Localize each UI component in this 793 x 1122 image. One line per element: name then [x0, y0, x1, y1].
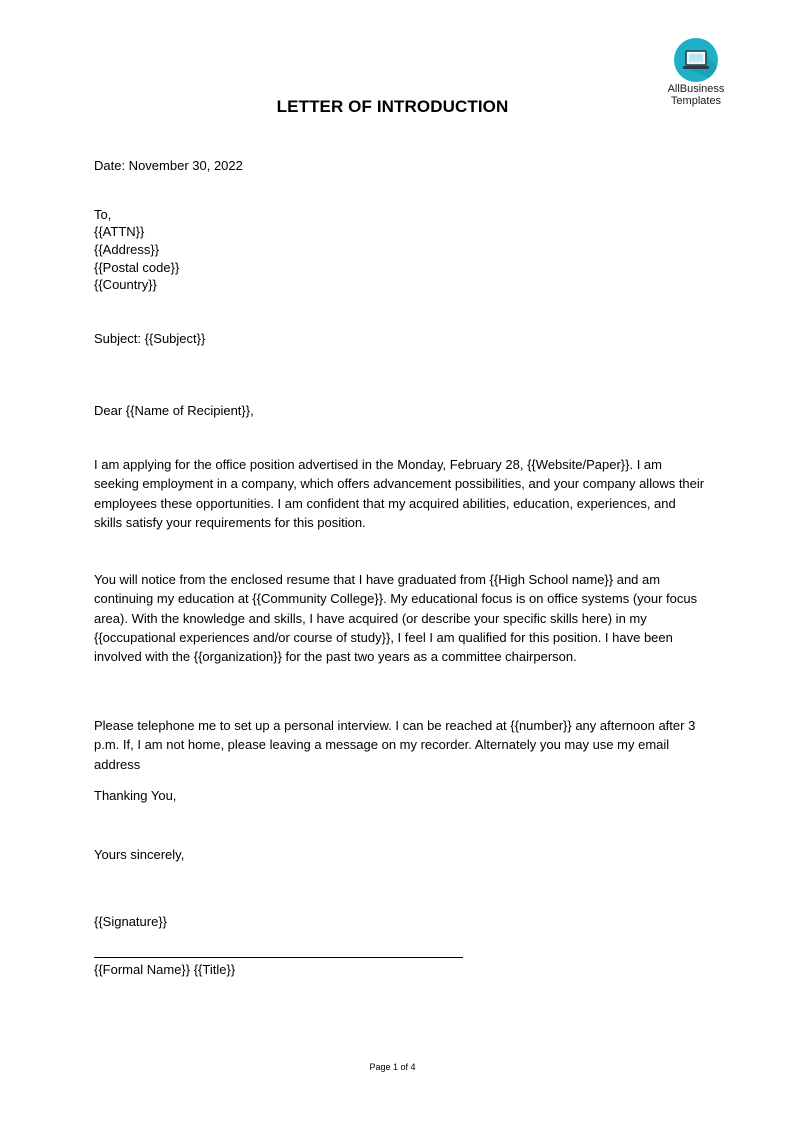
thanks-line: Thanking You,	[94, 788, 177, 803]
address-to: To,	[94, 207, 112, 222]
body-paragraph-1: I am applying for the office position advertised in the Monday, February 28, {{Website/Paper}}. I am seeking employment in a company, which offers advancement possibilities, and your company allows their employees these opportunities. I am confident that my acquired abilities, education, experiences, and skills satisfy your requirements for this position.	[94, 457, 705, 530]
salutation: Dear {{Name of Recipient}},	[94, 403, 254, 418]
address-address: {{Address}}	[94, 242, 160, 257]
body-paragraph-3: Please telephone me to set up a personal interview. I can be reached at {{number}} any afternoon after 3 p.m. If, I am not home, please leaving a message on my recorder. Alternately you may use my email address	[94, 718, 696, 772]
closing-line: Yours sincerely,	[94, 847, 185, 862]
date-line: Date: November 30, 2022	[94, 158, 243, 173]
subject-line: Subject: {{Subject}}	[94, 331, 206, 346]
address-attn: {{ATTN}}	[94, 224, 145, 239]
logo-text-line2: Templates	[670, 95, 722, 107]
laptop-icon	[674, 38, 718, 82]
address-postal: {{Postal code}}	[94, 260, 180, 275]
signature-placeholder: {{Signature}}	[94, 914, 168, 929]
page-number: Page 1 of 4	[369, 1062, 416, 1072]
address-country: {{Country}}	[94, 277, 157, 292]
body-paragraph-2: You will notice from the enclosed resume that I have graduated from {{High School name}} and am continuing my education at {{Community College}}. My educational focus is on office systems (your focus area). With the knowledge and skills, I have acquired (or describe your specific skills here) in my {{occupational experiences and/or course of study}}, I feel I am qualified for this position. I have been involved with the {{organization}} for the past two years as a committee chairperson.	[94, 572, 698, 665]
formal-name-line: {{Formal Name}} {{Title}}	[94, 962, 236, 977]
signature-rule	[94, 957, 463, 958]
logo-text-line1: AllBusiness	[667, 83, 725, 95]
page-title: LETTER OF INTRODUCTION	[276, 97, 509, 116]
